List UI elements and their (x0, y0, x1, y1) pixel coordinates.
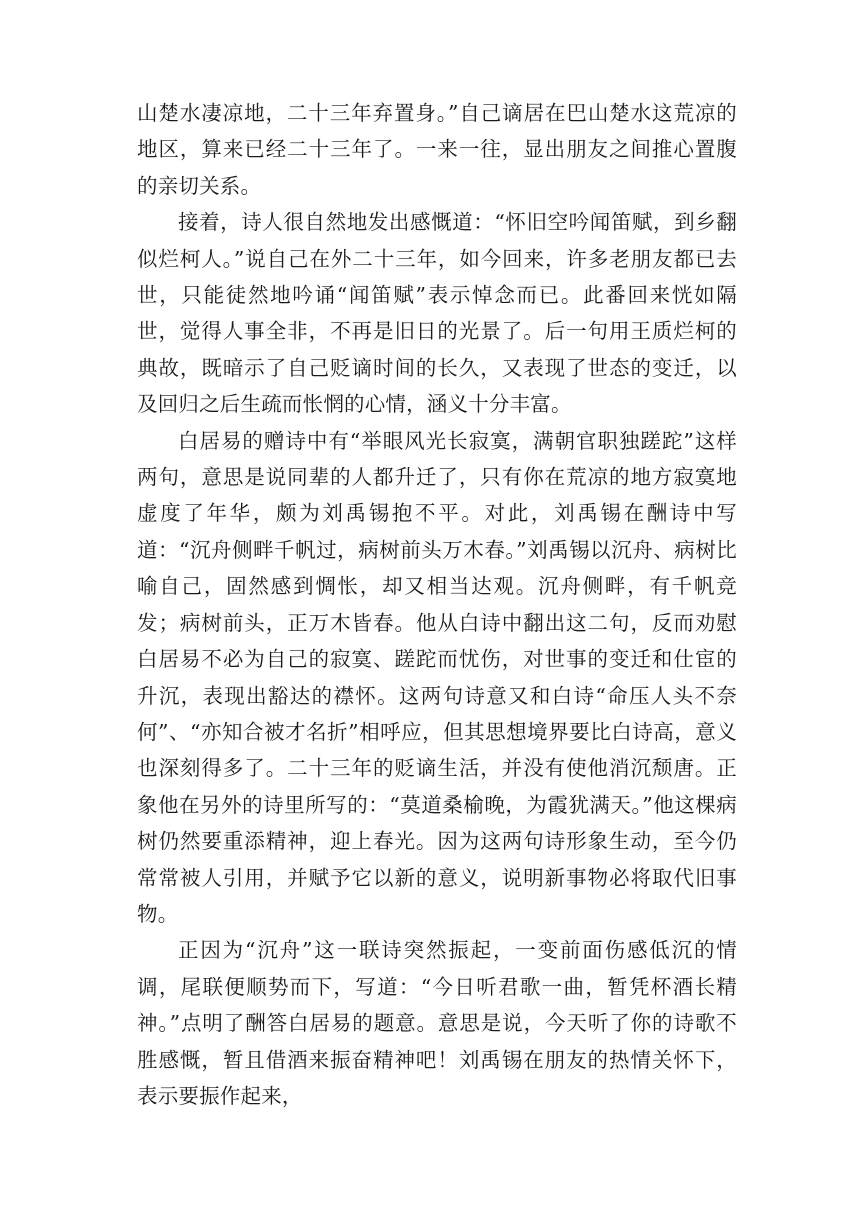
body-text (137, 95, 737, 1114)
paragraph-sunken-boat: 白居易的赠诗中有“举眼风光长寂寞，满朝官职独蹉跎”这样两句，意思是说同辈的人都升迁了，只有你在荒凉的地方寂寞地虚度了年华，颇为刘禹锡抱不平。对此，刘禹锡在酬诗中写道：“沉舟侧畔千帆过，病树前头万木春。”刘禹锡以沉舟、病树比喻自己，固然感到惆怅，却又相当达观。沉舟侧畔，有千帆竞发；病树前头，正万木皆春。他从白诗中翻出这二句，反而劝慰白居易不必为自己的寂寞、蹉跎而忧伤，对世事的变迁和仕宦的升沉，表现出豁达的襟怀。这两句诗意又和白诗“命压人头不奈何”、“亦知合被才名折”相呼应，但其思想境界要比白诗高，意义也深刻得多了。二十三年的贬谪生活，并没有使他消沉颓唐。正象他在另外的诗里所写的：“莫道桑榆晚，为霞犹满天。”他这棵病树仍然要重添精神，迎上春光。因为这两句诗形象生动，至今仍常常被人引用，并赋予它以新的意义，说明新事物必将取代旧事物。 (137, 428, 737, 926)
paragraph-closing-couplet: 正因为“沉舟”这一联诗突然振起，一变前面伤感低沉的情调，尾联便顺势而下，写道：“今日听君歌一曲，暂凭杯酒长精神。”点明了酬答白居易的题意。意思是说，今天听了你的诗歌不胜感慨，暂且借酒来振奋精神吧！刘禹锡在朋友的热情关怀下，表示要振作起来， (137, 938, 737, 1108)
paragraph-lament: 接着，诗人很自然地发出感慨道：“怀旧空吟闻笛赋，到乡翻似烂柯人。”说自己在外二十三年，如今回来，许多老朋友都已去世，只能徒然地吟诵“闻笛赋”表示悼念而已。此番回来恍如隔世，觉得人事全非，不再是旧日的光景了。后一句用王质烂柯的典故，既暗示了自己贬谪时间的长久，又表现了世态的变迁，以及回归之后生疏而怅惘的心情，涵义十分丰富。 (137, 210, 737, 417)
paragraph-continued: 山楚水凄凉地，二十三年弃置身。”自己谪居在巴山楚水这荒凉的地区，算来已经二十三年了。一来一往，显出朋友之间推心置腹的亲切关系。 (137, 101, 737, 198)
